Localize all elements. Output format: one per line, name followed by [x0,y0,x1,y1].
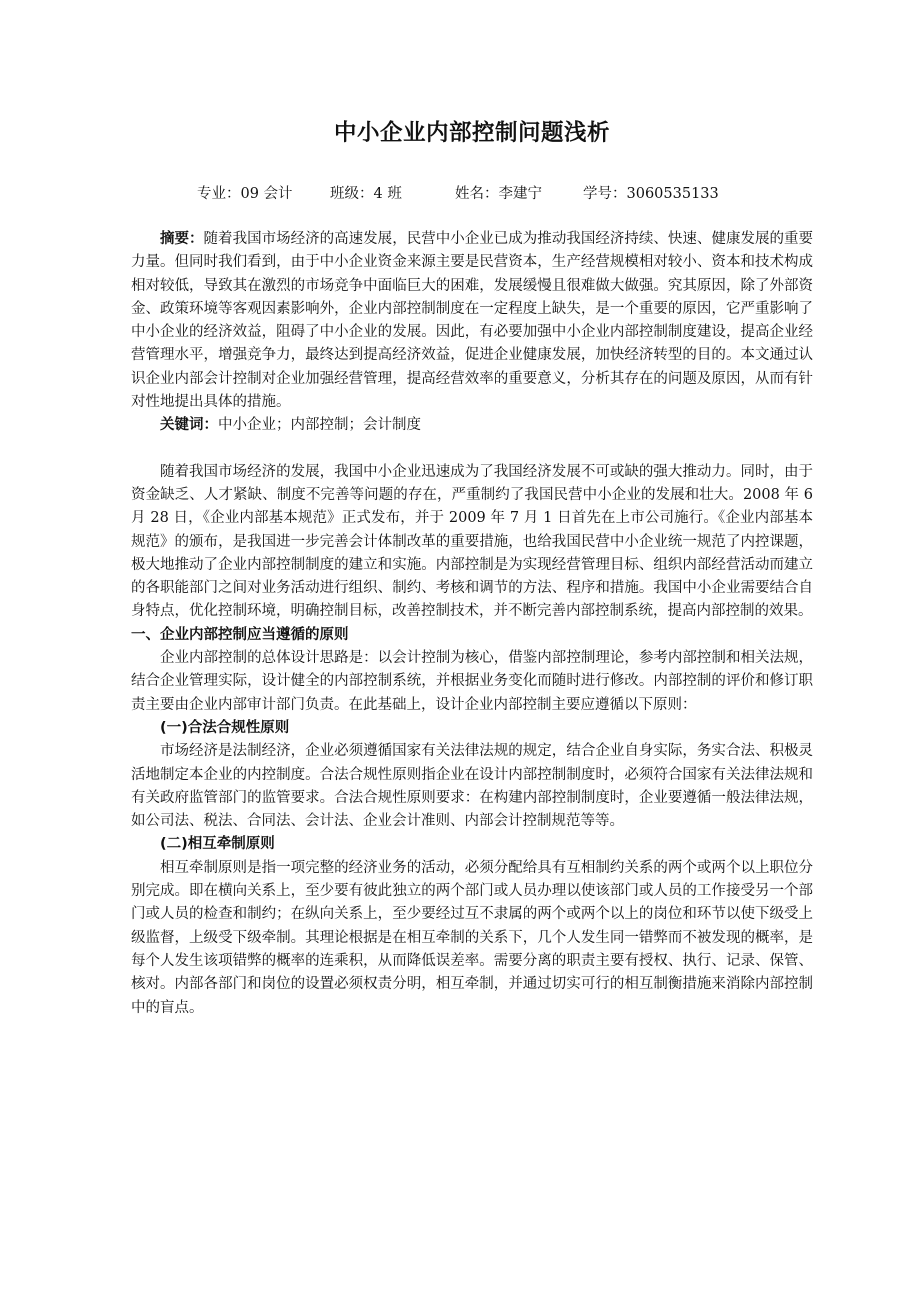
paper-title: 中小企业内部控制问题浅析 [333,120,610,146]
abstract-paragraph [131,228,813,414]
student-id-field: 学号：3060535133 [583,186,719,202]
intro-paragraph: 随着我国市场经济的发展，我国中小企业迅速成为了我国经济发展不可或缺的强大推动力。同时，由于资金缺乏、人才紧缺、制度不完善等问题的存在，严重制约了我国民营中小企业的发展和壮大。2008 年 6 月 28 日，《企业内部基本规范》正式发布，并于 2009 年 7 月 1 日首先在上市公司施行。《企业内部基本规范》的颁布，是我国进一步完善会计体制改革的重要措施，也给我国民营中小企业统一规范了内控课题，极大地推动了企业内部控制制度的建立和实施。内部控制是为实现经营管理目标、组织内部经营活动而建立的各职能部门之间对业务活动进行组织、制约、考核和调节的方法、程序和措施。我国中小企业需要结合自身特点，优化控制环境，明确控制目标，改善控制技术，并不断完善内部控制系统，提高内部控制的效果。 [131,463,813,620]
subsection-1-heading: (一)合法合规性原则 [160,719,290,736]
subsection-1-text: 市场经济是法制经济，企业必须遵循国家有关法律法规的规定，结合企业自身实际，务实合法、积极灵活地制定本企业的内控制度。合法合规性原则指企业在设计内部控制制度时，必须符合国家有关法律法规和有关政府监管部门的监管要求。合法合规性原则要求：在构建内部控制制度时，企业要遵循一般法律法规，如公司法、税法、合同法、会计法、企业会计准则、内部会计控制规范等等。 [131,743,813,830]
document-page [131,118,813,1020]
keywords-label: 关键词： [160,417,218,434]
abstract-text: 随着我国市场经济的高速发展，民营中小企业已成为推动我国经济持续、快速、健康发展的重要力量。但同时我们看到，由于中小企业资金来源主要是民营资本，生产经营规模相对较小、资本和技术构成相对较低，导致其在激烈的市场竞争中面临巨大的困难，发展缓慢且很难做大做强。究其原因，除了外部资金、政策环境等客观因素影响外，企业内部控制制度在一定程度上缺失，是一个重要的原因，它严重影响了中小企业的经济效益，阻碍了中小企业的发展。因此，有必要加强中小企业内部控制制度建设，提高企业经营管理水平，增强竞争力，最终达到提高经济效益，促进企业健康发展，加快经济转型的目的。本文通过认识企业内部会计控制对企业加强经营管理，提高经营效率的重要意义，分析其存在的问题及原因，从而有针对性地提出具体的措施。 [131,231,814,411]
name-field: 姓名：李建宁 [455,186,542,202]
section-1-intro: 企业内部控制的总体设计思路是：以会计控制为核心，借鉴内部控制理论，参考内部控制和相关法规，结合企业管理实际，设计健全的内部控制系统，并根据业务变化而随时进行修改。内部控制的评价和修订职责主要由企业内部审计部门负责。在此基础上，设计企业内部控制主要应遵循以下原则： [131,650,813,713]
keywords-paragraph [131,414,813,437]
spacer [131,438,813,461]
class-field: 班级：4 班 [330,186,402,202]
author-info [131,184,813,204]
major-field: 专业：09 会计 [197,186,293,202]
keywords-text: 中小企业；内部控制；会计制度 [218,417,421,434]
subsection-2-text: 相互牵制原则是指一项完整的经济业务的活动，必须分配给具有互相制约关系的两个或两个以上职位分别完成。即在横向关系上，至少要有彼此独立的两个部门或人员办理以使该部门或人员的工作接受另一个部门或人员的检查和制约；在纵向关系上，至少要经过互不隶属的两个或两个以上的岗位和环节以使下级受上级监督，上级受下级牵制。其理论根据是在相互牵制的关系下，几个人发生同一错弊而不被发现的概率，是每个人发生该项错弊的概率的连乘积，从而降低误差率。需要分离的职责主要有授权、执行、记录、保管、核对。内部各部门和岗位的设置必须权责分明，相互牵制，并通过切实可行的相互制衡措施来消除内部控制中的盲点。 [131,859,813,1016]
section-1-heading: 一、企业内部控制应当遵循的原则 [131,626,349,643]
subsection-2-heading: (二)相互牵制原则 [160,836,275,853]
abstract-label: 摘要： [160,231,204,247]
